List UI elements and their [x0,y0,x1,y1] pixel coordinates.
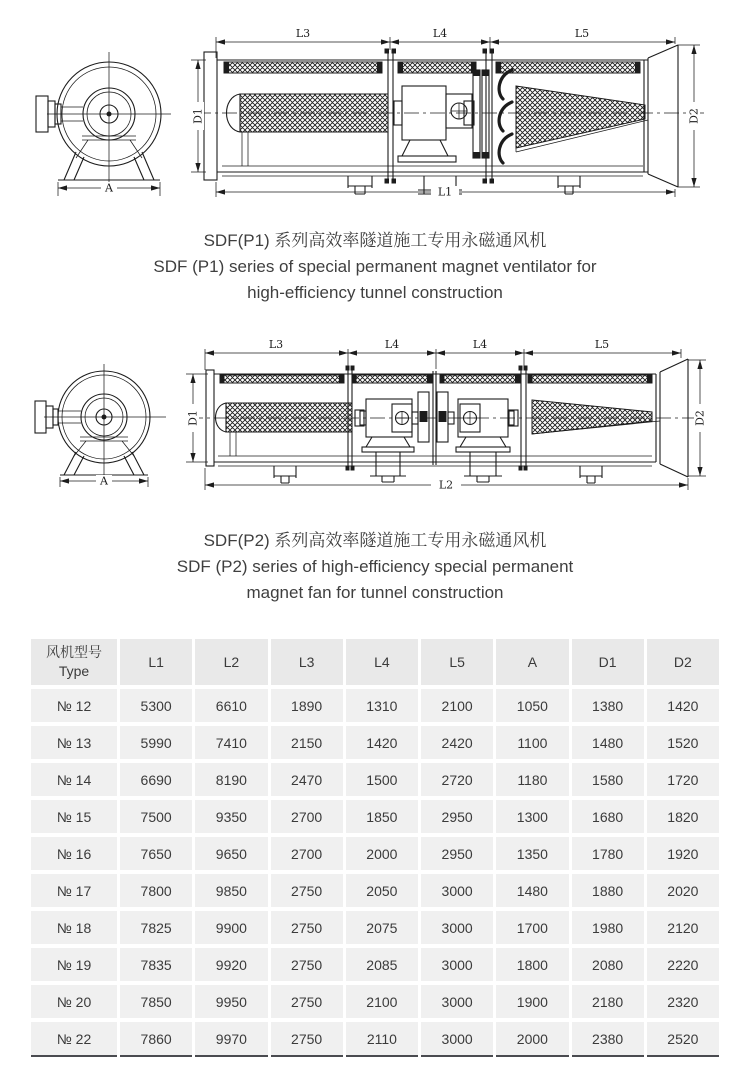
dimension-value-cell: 1890 [271,689,343,722]
dimension-value-cell: 9950 [195,985,267,1018]
dimension-value-cell: 7850 [120,985,192,1018]
dimension-value-cell: 3000 [421,948,493,981]
dimension-value-cell: 2750 [271,948,343,981]
dimension-value-cell: 2750 [271,911,343,944]
table-row [31,689,719,722]
dimension-value-cell: 2950 [421,800,493,833]
column-header-l5: L5 [421,639,493,685]
dim-label-l3: L3 [268,338,284,351]
diffuser-cone [516,86,648,152]
dimension-value-cell: 2080 [572,948,644,981]
table-row [31,985,719,1018]
dim-label-d1: D1 [191,108,205,124]
dimension-value-cell: 1700 [496,911,568,944]
table-header [31,639,719,685]
dimension-value-cell: 1380 [572,689,644,722]
silencer-core [227,94,389,166]
dimension-value-cell: 2000 [496,1022,568,1057]
fan-type-cell: № 22 [31,1022,117,1057]
column-header-d1: D1 [572,639,644,685]
dimension-value-cell: 2120 [647,911,719,944]
fan-type-cell: № 20 [31,985,117,1018]
p2-caption-zh: SDF(P2) 系列高效率隧道施工专用永磁通风机 [203,531,547,550]
dimension-value-cell: 1480 [496,874,568,907]
dimension-value-cell: 2470 [271,763,343,796]
dimension-value-cell: 9970 [195,1022,267,1057]
dimension-value-cell: 7650 [120,837,192,870]
dimension-value-cell: 2100 [421,689,493,722]
table-row [31,800,719,833]
dimension-value-cell: 2720 [421,763,493,796]
fan-type-cell: № 12 [31,689,117,722]
dimension-value-cell: 7825 [120,911,192,944]
diffuser-cone [532,400,660,434]
p1-caption-en-line1: SDF (P1) series of special permanent magnet ventilator for [153,257,597,276]
dimension-value-cell: 2520 [647,1022,719,1057]
fan-type-cell: № 14 [31,763,117,796]
dimension-value-cell: 1980 [572,911,644,944]
dimension-value-cell: 2110 [346,1022,418,1057]
column-header-l1: L1 [120,639,192,685]
dimension-value-cell: 2050 [346,874,418,907]
table-header-row [31,639,719,685]
dimension-l1 [216,182,675,199]
table-row [31,837,719,870]
column-header-d2: D2 [647,639,719,685]
dimension-value-cell: 9350 [195,800,267,833]
dimension-value-cell: 7410 [195,726,267,759]
dimension-value-cell: 2750 [271,985,343,1018]
dimension-value-cell: 1100 [496,726,568,759]
dimension-value-cell: 1780 [572,837,644,870]
fan-type-cell: № 17 [31,874,117,907]
dim-label-l2: L2 [438,478,454,492]
dimension-value-cell: 2950 [421,837,493,870]
dimension-value-cell: 2020 [647,874,719,907]
fan-type-cell: № 15 [31,800,117,833]
dim-label-l4-second: L4 [472,338,488,351]
column-header-l4: L4 [346,639,418,685]
dimension-value-cell: 5990 [120,726,192,759]
dimension-value-cell: 1880 [572,874,644,907]
dim-label-d2: D2 [687,108,701,124]
dimension-value-cell: 3000 [421,874,493,907]
dimension-value-cell: 1480 [572,726,644,759]
p2-caption-en-line1: SDF (P2) series of high-efficiency special permanent [176,557,574,576]
dimension-value-cell: 2100 [346,985,418,1018]
column-header-l3: L3 [271,639,343,685]
dim-label-l4: L4 [432,27,448,40]
dimension-value-cell: 1350 [496,837,568,870]
dimension-value-cell: 8190 [195,763,267,796]
dimension-value-cell: 2150 [271,726,343,759]
motor-first [355,399,414,482]
dimension-value-cell: 9650 [195,837,267,870]
silencer-core [216,403,353,456]
motor-second [456,399,518,482]
dim-label-l4-first: L4 [384,338,400,351]
impeller [464,70,512,163]
dim-label-l5: L5 [594,338,610,351]
dim-label-d2: D2 [693,410,707,426]
dimension-value-cell: 1820 [647,800,719,833]
dimension-value-cell: 1310 [346,689,418,722]
fan-type-cell: № 19 [31,948,117,981]
dimension-value-cell: 7500 [120,800,192,833]
sdf-p1-technical-drawing [0,0,750,215]
dim-label-l1: L1 [437,185,453,199]
dimension-value-cell: 2700 [271,800,343,833]
p1-caption-en-line2: high-efficiency tunnel construction [247,283,503,302]
fan-type-cell: № 18 [31,911,117,944]
dimension-value-cell: 2320 [647,985,719,1018]
dimension-value-cell: 2750 [271,874,343,907]
dimension-value-cell: 9920 [195,948,267,981]
p1-caption [0,228,750,306]
dimension-value-cell: 7860 [120,1022,192,1057]
table-row [31,948,719,981]
dimension-value-cell: 6610 [195,689,267,722]
table-row [31,726,719,759]
dimension-value-cell: 1420 [647,689,719,722]
lifting-bracket [348,176,580,194]
p1-side-view [58,27,704,199]
silencer-band [224,62,640,73]
dimension-value-cell: 1300 [496,800,568,833]
fan-dimensions-table [28,635,722,1061]
table-body [31,689,719,1057]
p2-caption [0,528,750,606]
dimension-value-cell: 1680 [572,800,644,833]
dimension-value-cell: 9850 [195,874,267,907]
table-row [31,911,719,944]
inlet-collar [204,52,217,180]
dimension-value-cell: 2085 [346,948,418,981]
fan-type-cell: № 16 [31,837,117,870]
dim-label-l5: L5 [574,27,590,40]
dimension-value-cell: 2380 [572,1022,644,1057]
dimension-value-cell: 3000 [421,911,493,944]
p2-front-view [35,364,166,488]
dimension-value-cell: 6690 [120,763,192,796]
dimension-value-cell: 1580 [572,763,644,796]
dimension-value-cell: 2000 [346,837,418,870]
dimension-value-cell: 1900 [496,985,568,1018]
column-header-l2: L2 [195,639,267,685]
dimension-value-cell: 1520 [647,726,719,759]
dimension-value-cell: 5300 [120,689,192,722]
motor [394,86,472,194]
dimension-value-cell: 9900 [195,911,267,944]
dimension-value-cell: 2075 [346,911,418,944]
dimension-value-cell: 1180 [496,763,568,796]
dimension-l2 [205,468,688,492]
column-header-type: 风机型号 Type [31,639,117,685]
p1-caption-zh: SDF(P1) 系列高效率隧道施工专用永磁通风机 [203,231,547,250]
p1-front-view [36,52,171,196]
dim-label-a: A [105,181,113,195]
dimension-value-cell: 7800 [120,874,192,907]
dimension-value-cell: 2180 [572,985,644,1018]
dimension-value-cell: 1050 [496,689,568,722]
dimension-value-cell: 1920 [647,837,719,870]
dimension-value-cell: 2420 [421,726,493,759]
dimension-value-cell: 1800 [496,948,568,981]
dimension-value-cell: 3000 [421,985,493,1018]
dimension-value-cell: 7835 [120,948,192,981]
table-row [31,763,719,796]
column-header-a: A [496,639,568,685]
p2-caption-en-line2: magnet fan for tunnel construction [246,583,504,602]
dim-label-d1: D1 [186,410,200,426]
dimension-value-cell: 1500 [346,763,418,796]
sdf-p2-technical-drawing [0,330,750,505]
dimension-value-cell: 1420 [346,726,418,759]
dimension-value-cell: 1720 [647,763,719,796]
outlet-flare [648,45,678,187]
fan-type-cell: № 13 [31,726,117,759]
dimension-value-cell: 1850 [346,800,418,833]
dimension-value-cell: 2700 [271,837,343,870]
dim-label-l3: L3 [295,27,311,40]
dimension-value-cell: 2750 [271,1022,343,1057]
dimension-value-cell: 2220 [647,948,719,981]
table-row [31,1022,719,1057]
dimension-chain-top [216,27,675,58]
p2-side-view [60,338,707,492]
dim-label-a: A [100,474,108,488]
table-row [31,874,719,907]
dimension-value-cell: 3000 [421,1022,493,1057]
